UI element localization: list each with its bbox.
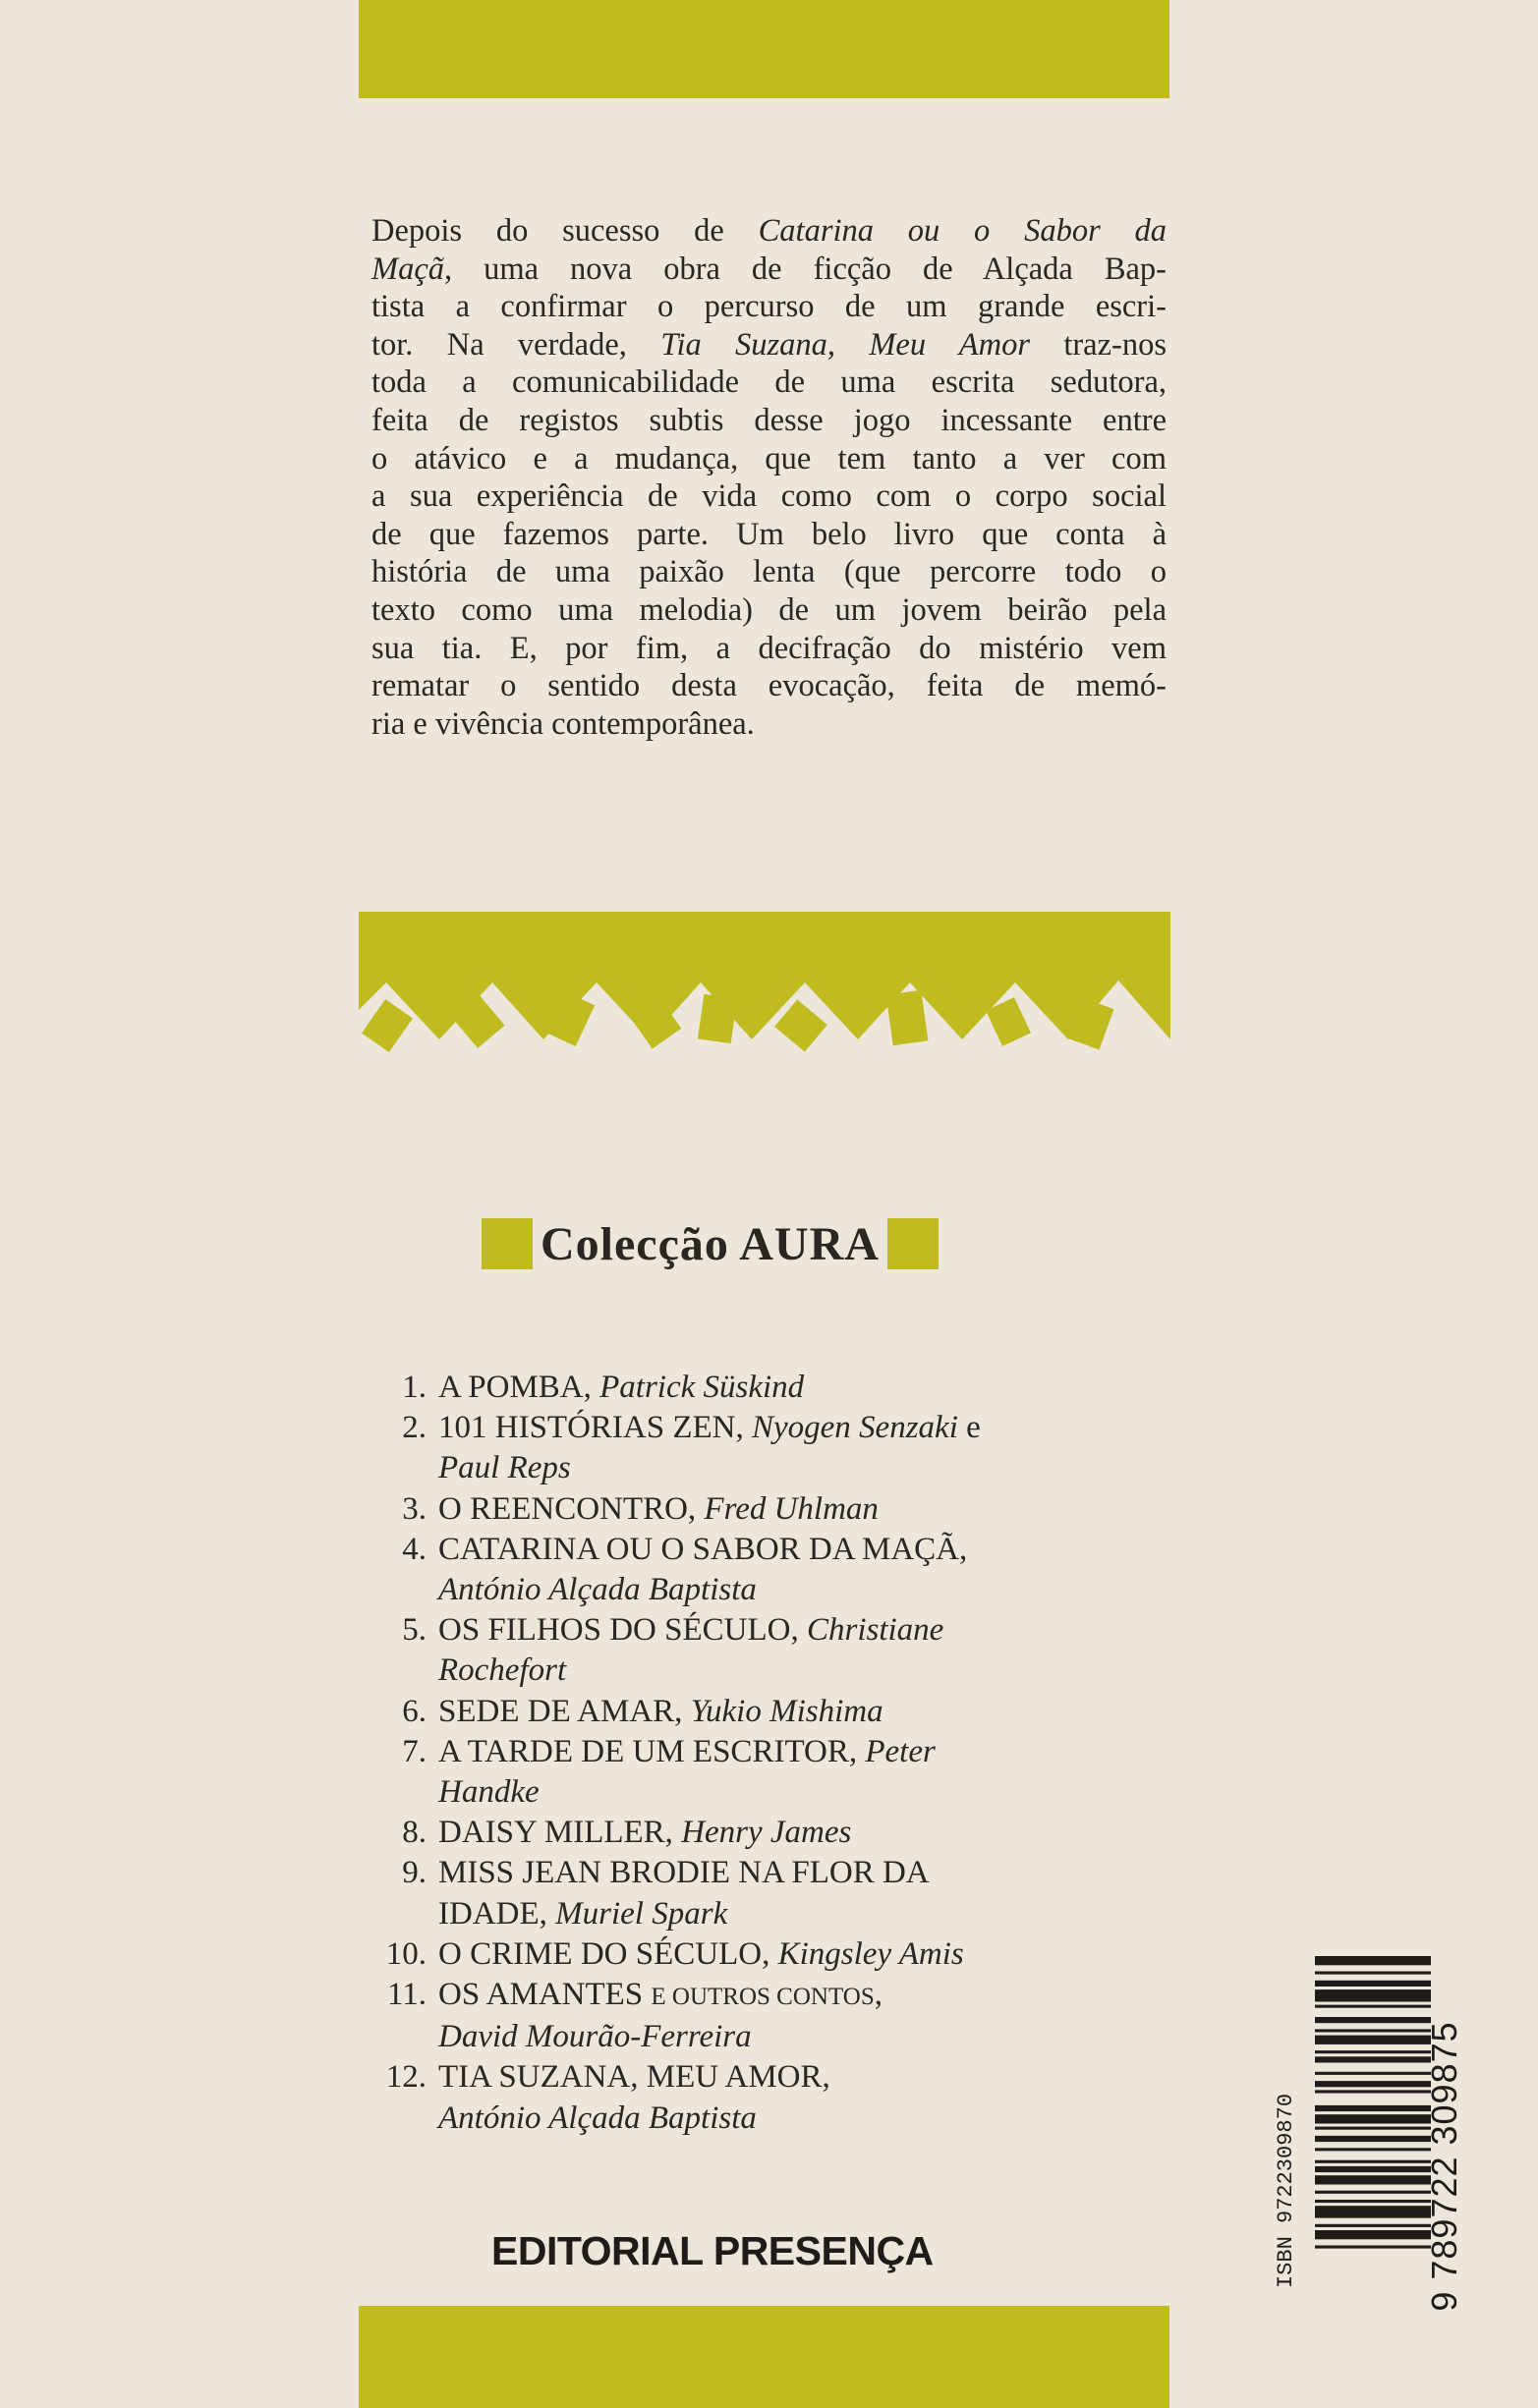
blurb-line: [371, 326, 1167, 364]
entry-text: [438, 1692, 1177, 1732]
text-run: 101 HISTÓRIAS ZEN,: [438, 1410, 752, 1446]
italic-text: Tia Suzana, Meu Amor: [660, 326, 1031, 363]
catalog-entry: [371, 1408, 1177, 1488]
barcode-bar: [1315, 2005, 1431, 2008]
text-run: rematar o sentido desta evocação, feita de memó-: [371, 668, 1167, 704]
blurb-line: [371, 251, 1167, 289]
blurb-line: [371, 630, 1167, 668]
barcode-bar: [1315, 2136, 1431, 2142]
text-run: O CRIME DO SÉCULO,: [438, 1935, 778, 1972]
text-run: de que fazemos parte. Um belo livro que conta à: [371, 516, 1167, 552]
barcode-bar: [1315, 2230, 1431, 2239]
text-run: o atávico e a mudança, que tem tanto a ver com: [371, 440, 1167, 476]
entry-line: [438, 1530, 1177, 1570]
blurb-line: [371, 364, 1167, 402]
text-run: A POMBA,: [438, 1370, 600, 1405]
text-run: história de uma paixão lenta (que percorre todo o: [371, 554, 1167, 590]
text-run: texto como uma melodia) de um jovem beirão pela: [371, 591, 1167, 628]
barcode-bar: [1315, 2056, 1431, 2062]
catalog-entry: [371, 1530, 1177, 1610]
italic-text: Kingsley Amis: [777, 1935, 964, 1972]
entry-number: 8.: [402, 1815, 427, 1851]
barcode-bar: [1315, 2029, 1431, 2032]
back-cover-blurb: [371, 212, 1167, 743]
barcode-bar: [1315, 2114, 1431, 2123]
isbn-digits: 9 789722 309875: [1424, 2021, 1464, 2312]
entry-number: 2.: [402, 1410, 427, 1446]
italic-text: Paul Reps: [438, 1450, 571, 1486]
entry-text: [438, 1732, 1177, 1813]
barcode-bar: [1315, 2200, 1431, 2203]
entry-text: [438, 1975, 1177, 2057]
blurb-line: [371, 591, 1167, 630]
catalog-entry: [371, 1610, 1177, 1691]
barcode-bar: [1315, 2160, 1431, 2163]
barcode-bar: [1315, 2224, 1431, 2227]
barcode-bar: [1315, 2072, 1431, 2075]
barcode-bar: [1315, 1972, 1431, 1975]
entry-line: [438, 1651, 1177, 1691]
blurb-line: [371, 705, 1167, 744]
text-run: , uma nova obra de ficção de Alçada Bap-: [444, 251, 1167, 287]
italic-text: Fred Uhlman: [704, 1490, 879, 1527]
text-run: tor. Na verdade,: [371, 326, 661, 363]
entry-number: 10.: [385, 1935, 427, 1972]
text-run: ,: [874, 1977, 883, 2013]
italic-text: Henry James: [681, 1815, 852, 1851]
barcode-bar: [1315, 1989, 1431, 2001]
entry-text: [438, 1408, 1177, 1488]
text-run: O REENCONTRO,: [438, 1490, 705, 1527]
entry-number: 1.: [402, 1370, 427, 1405]
bottom-color-band: [359, 2306, 1169, 2408]
text-run: toda a comunicabilidade de uma escrita sedutora,: [371, 364, 1167, 401]
text-run: ria e vivência contemporânea.: [371, 705, 755, 742]
italic-text: Christiane: [806, 1612, 944, 1649]
barcode-bar: [1315, 2036, 1431, 2044]
text-run: MISS JEAN BRODIE NA FLOR DA: [438, 1855, 930, 1891]
entry-line: [438, 2057, 1177, 2098]
entry-line: [438, 1934, 1177, 1975]
entry-number: 3.: [402, 1490, 427, 1527]
italic-text: Yukio Mishima: [690, 1693, 883, 1729]
italic-text: Handke: [438, 1774, 540, 1811]
entry-number: 11.: [386, 1977, 427, 2013]
text-run: A TARDE DE UM ESCRITOR,: [438, 1733, 866, 1769]
entry-line: [438, 1692, 1177, 1732]
barcode-bar: [1315, 2050, 1431, 2053]
barcode-bar: [1315, 2206, 1431, 2217]
entry-number: 7.: [402, 1733, 427, 1769]
text-run: a sua experiência de vida como com o corpo social: [371, 478, 1167, 515]
series-catalog-list: [371, 1368, 1177, 2139]
barcode-bar: [1315, 2246, 1431, 2249]
top-color-band: [359, 0, 1169, 98]
barcode-bar: [1315, 2148, 1431, 2151]
entry-text: [438, 1853, 1177, 1933]
text-run: CATARINA OU O SABOR DA MAÇÃ,: [438, 1531, 968, 1567]
entry-line: [438, 1448, 1177, 1488]
text-run: SEDE DE AMAR,: [438, 1693, 691, 1729]
text-run: Depois do sucesso de: [371, 213, 759, 249]
blurb-line: [371, 440, 1167, 478]
square-bullet-icon: [482, 1218, 533, 1269]
entry-line: [438, 1772, 1177, 1813]
italic-text: Muriel Spark: [555, 1895, 728, 1932]
entry-line: [438, 1489, 1177, 1530]
barcode-bar: [1315, 2017, 1431, 2023]
series-title: Colecção AURA: [541, 1217, 880, 1270]
small-caps-text: E OUTROS CONTOS: [651, 1984, 875, 2011]
entry-text: [438, 1934, 1177, 1975]
text-run: OS FILHOS DO SÉCULO,: [438, 1612, 807, 1649]
catalog-entry: [371, 2057, 1177, 2138]
blurb-line: [371, 288, 1167, 326]
text-run: DAISY MILLER,: [438, 1815, 682, 1851]
entry-number: 9.: [402, 1855, 427, 1891]
catalog-entry: [371, 1853, 1177, 1933]
italic-text: Maçã: [371, 251, 444, 287]
barcode-bar: [1315, 2175, 1431, 2184]
barcode-bar: [1315, 2090, 1431, 2093]
entry-line: [438, 2099, 1177, 2139]
text-run: OS AMANTES: [438, 1977, 652, 2013]
entry-line: [438, 1975, 1177, 2017]
entry-text: [438, 1610, 1177, 1691]
blurb-line: [371, 667, 1167, 705]
barcode-bar: [1315, 2191, 1431, 2194]
entry-number: 4.: [402, 1531, 427, 1567]
italic-text: Nyogen Senzaki: [752, 1410, 958, 1446]
entry-number: 5.: [402, 1612, 427, 1649]
italic-text: António Alçada Baptista: [438, 1572, 757, 1608]
entry-line: [438, 1408, 1177, 1448]
isbn-barcode: [1268, 1950, 1472, 2404]
blurb-line: [371, 212, 1167, 251]
barcode-bar: [1315, 1956, 1431, 1965]
entry-line: [438, 1732, 1177, 1772]
entry-line: [438, 1368, 1177, 1408]
entry-line: [438, 1570, 1177, 1610]
square-bullet-icon: [887, 1218, 939, 1269]
barcode-bars: [1315, 1956, 1431, 2249]
italic-text: António Alçada Baptista: [438, 2100, 757, 2136]
catalog-entry: [371, 1368, 1177, 1408]
text-run: feita de registos subtis desse jogo incessante entre: [371, 402, 1167, 438]
publisher-name: EDITORIAL PRESENÇA: [491, 2228, 934, 2273]
series-heading: [482, 1214, 939, 1273]
entry-text: [438, 1530, 1177, 1610]
barcode-bar: [1315, 1981, 1431, 1987]
entry-text: [438, 2057, 1177, 2138]
italic-text: Patrick Süskind: [599, 1370, 805, 1405]
italic-text: Rochefort: [438, 1652, 567, 1689]
entry-line: [438, 1853, 1177, 1893]
entry-text: [438, 1368, 1177, 1408]
blurb-line: [371, 553, 1167, 591]
blurb-line: [371, 402, 1167, 440]
decorative-zigzag-ornament: [359, 912, 1170, 1069]
text-run: tista a confirmar o percurso de um grande escri-: [371, 289, 1167, 325]
catalog-entry: [371, 1975, 1177, 2057]
text-run: IDADE,: [438, 1895, 556, 1932]
catalog-entry: [371, 1692, 1177, 1732]
entry-line: [438, 2017, 1177, 2057]
catalog-entry: [371, 1934, 1177, 1975]
entry-line: [438, 1894, 1177, 1934]
isbn-label: ISBN 9722309870: [1274, 2093, 1298, 2289]
entry-line: [438, 1813, 1177, 1853]
blurb-line: [371, 516, 1167, 554]
text-run: e: [957, 1410, 981, 1446]
text-run: TIA SUZANA, MEU AMOR,: [438, 2059, 830, 2096]
barcode-bar: [1315, 2166, 1431, 2172]
italic-text: Catarina ou o Sabor da: [758, 213, 1167, 249]
barcode-bar: [1315, 2105, 1431, 2111]
entry-text: [438, 1489, 1177, 1530]
text-run: sua tia. E, por fim, a decifração do mistério vem: [371, 630, 1167, 666]
entry-line: [438, 1610, 1177, 1651]
italic-text: David Mourão-Ferreira: [438, 2019, 752, 2055]
blurb-line: [371, 477, 1167, 516]
entry-number: 6.: [402, 1693, 427, 1729]
catalog-entry: [371, 1813, 1177, 1853]
catalog-entry: [371, 1489, 1177, 1530]
italic-text: Peter: [865, 1733, 936, 1769]
barcode-bar: [1315, 2081, 1431, 2087]
catalog-entry: [371, 1732, 1177, 1813]
barcode-bar: [1315, 2127, 1431, 2130]
entry-text: [438, 1813, 1177, 1853]
entry-number: 12.: [385, 2059, 427, 2096]
text-run: traz-nos: [1030, 326, 1167, 363]
